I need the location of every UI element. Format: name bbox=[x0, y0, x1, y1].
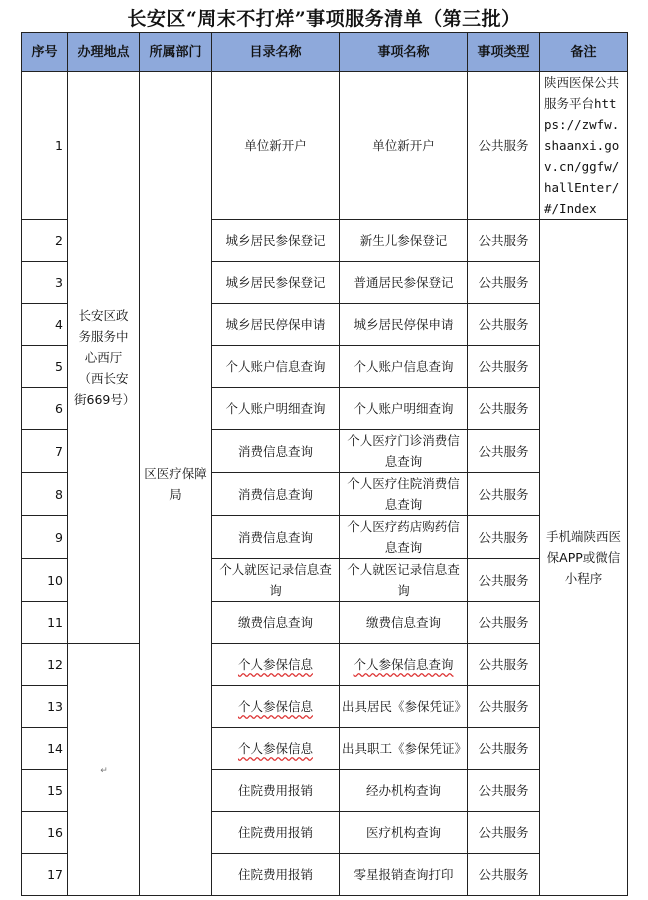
header-no: 序号 bbox=[22, 33, 68, 72]
catalog-name: 缴费信息查询 bbox=[212, 602, 340, 644]
row-number: 7 bbox=[22, 430, 68, 473]
item-name: 普通居民参保登记 bbox=[340, 262, 468, 304]
header-department: 所属部门 bbox=[140, 33, 212, 72]
item-type: 公共服务 bbox=[468, 388, 540, 430]
catalog-name: 住院费用报销 bbox=[212, 812, 340, 854]
catalog-name: 个人参保信息 bbox=[212, 728, 340, 770]
item-type: 公共服务 bbox=[468, 473, 540, 516]
item-type: 公共服务 bbox=[468, 728, 540, 770]
item-type: 公共服务 bbox=[468, 516, 540, 559]
catalog-name: 单位新开户 bbox=[212, 72, 340, 220]
catalog-name: 个人账户明细查询 bbox=[212, 388, 340, 430]
item-type: 公共服务 bbox=[468, 686, 540, 728]
item-name: 医疗机构查询 bbox=[340, 812, 468, 854]
item-name: 个人账户信息查询 bbox=[340, 346, 468, 388]
item-name: 个人账户明细查询 bbox=[340, 388, 468, 430]
item-name: 个人医疗门诊消费信息查询 bbox=[340, 430, 468, 473]
catalog-name: 城乡居民参保登记 bbox=[212, 262, 340, 304]
header-location: 办理地点 bbox=[68, 33, 140, 72]
catalog-name: 城乡居民停保申请 bbox=[212, 304, 340, 346]
item-type: 公共服务 bbox=[468, 220, 540, 262]
location-cell: 长安区政务服务中心西厅（西长安街669号） bbox=[68, 72, 140, 644]
table-row bbox=[22, 644, 628, 686]
row-number: 12 bbox=[22, 644, 68, 686]
catalog-name: 个人账户信息查询 bbox=[212, 346, 340, 388]
row-number: 5 bbox=[22, 346, 68, 388]
item-name: 个人医疗药店购药信息查询 bbox=[340, 516, 468, 559]
item-name: 个人就医记录信息查询 bbox=[340, 559, 468, 602]
item-name: 经办机构查询 bbox=[340, 770, 468, 812]
header-type: 事项类型 bbox=[468, 33, 540, 72]
row-number: 1 bbox=[22, 72, 68, 220]
row-number: 10 bbox=[22, 559, 68, 602]
catalog-name: 消费信息查询 bbox=[212, 516, 340, 559]
catalog-name: 消费信息查询 bbox=[212, 473, 340, 516]
row-number: 11 bbox=[22, 602, 68, 644]
item-type: 公共服务 bbox=[468, 770, 540, 812]
paragraph-mark-icon: ↵ bbox=[100, 765, 108, 776]
item-type: 公共服务 bbox=[468, 304, 540, 346]
item-type: 公共服务 bbox=[468, 559, 540, 602]
catalog-name: 个人参保信息 bbox=[212, 644, 340, 686]
item-name: 新生儿参保登记 bbox=[340, 220, 468, 262]
item-type: 公共服务 bbox=[468, 854, 540, 896]
item-type: 公共服务 bbox=[468, 430, 540, 473]
table-row bbox=[22, 72, 628, 220]
item-type: 公共服务 bbox=[468, 644, 540, 686]
row-number: 14 bbox=[22, 728, 68, 770]
note-mobile-app: 手机端陕西医保APP或微信小程序 bbox=[540, 220, 628, 896]
item-type: 公共服务 bbox=[468, 602, 540, 644]
item-type: 公共服务 bbox=[468, 72, 540, 220]
item-type: 公共服务 bbox=[468, 812, 540, 854]
catalog-name: 个人参保信息 bbox=[212, 686, 340, 728]
note-web-platform: 陕西医保公共服务平台https://zwfw.shaanxi.gov.cn/ggfw/hallEnter/#/Index bbox=[540, 72, 628, 220]
item-type: 公共服务 bbox=[468, 262, 540, 304]
catalog-name: 消费信息查询 bbox=[212, 430, 340, 473]
catalog-name: 住院费用报销 bbox=[212, 770, 340, 812]
item-name: 缴费信息查询 bbox=[340, 602, 468, 644]
row-number: 15 bbox=[22, 770, 68, 812]
service-list-table bbox=[21, 32, 628, 896]
row-number: 3 bbox=[22, 262, 68, 304]
location-cell-empty bbox=[68, 644, 140, 896]
row-number: 2 bbox=[22, 220, 68, 262]
header-note: 备注 bbox=[540, 33, 628, 72]
row-number: 13 bbox=[22, 686, 68, 728]
catalog-name: 城乡居民参保登记 bbox=[212, 220, 340, 262]
catalog-name: 个人就医记录信息查询 bbox=[212, 559, 340, 602]
item-name: 出具居民《参保凭证》 bbox=[340, 686, 468, 728]
row-number: 8 bbox=[22, 473, 68, 516]
document-title: 长安区“周末不打烊”事项服务清单（第三批） bbox=[127, 8, 521, 30]
catalog-name: 住院费用报销 bbox=[212, 854, 340, 896]
row-number: 4 bbox=[22, 304, 68, 346]
item-type: 公共服务 bbox=[468, 346, 540, 388]
row-number: 16 bbox=[22, 812, 68, 854]
item-name: 出具职工《参保凭证》 bbox=[340, 728, 468, 770]
row-number: 17 bbox=[22, 854, 68, 896]
item-name: 个人医疗住院消费信息查询 bbox=[340, 473, 468, 516]
department-cell: 区医疗保障局 bbox=[140, 72, 212, 896]
header-catalog: 目录名称 bbox=[212, 33, 340, 72]
item-name: 零星报销查询打印 bbox=[340, 854, 468, 896]
item-name: 个人参保信息查询 bbox=[340, 644, 468, 686]
row-number: 6 bbox=[22, 388, 68, 430]
header-row bbox=[22, 33, 628, 72]
row-number: 9 bbox=[22, 516, 68, 559]
header-item: 事项名称 bbox=[340, 33, 468, 72]
item-name: 城乡居民停保申请 bbox=[340, 304, 468, 346]
item-name: 单位新开户 bbox=[340, 72, 468, 220]
